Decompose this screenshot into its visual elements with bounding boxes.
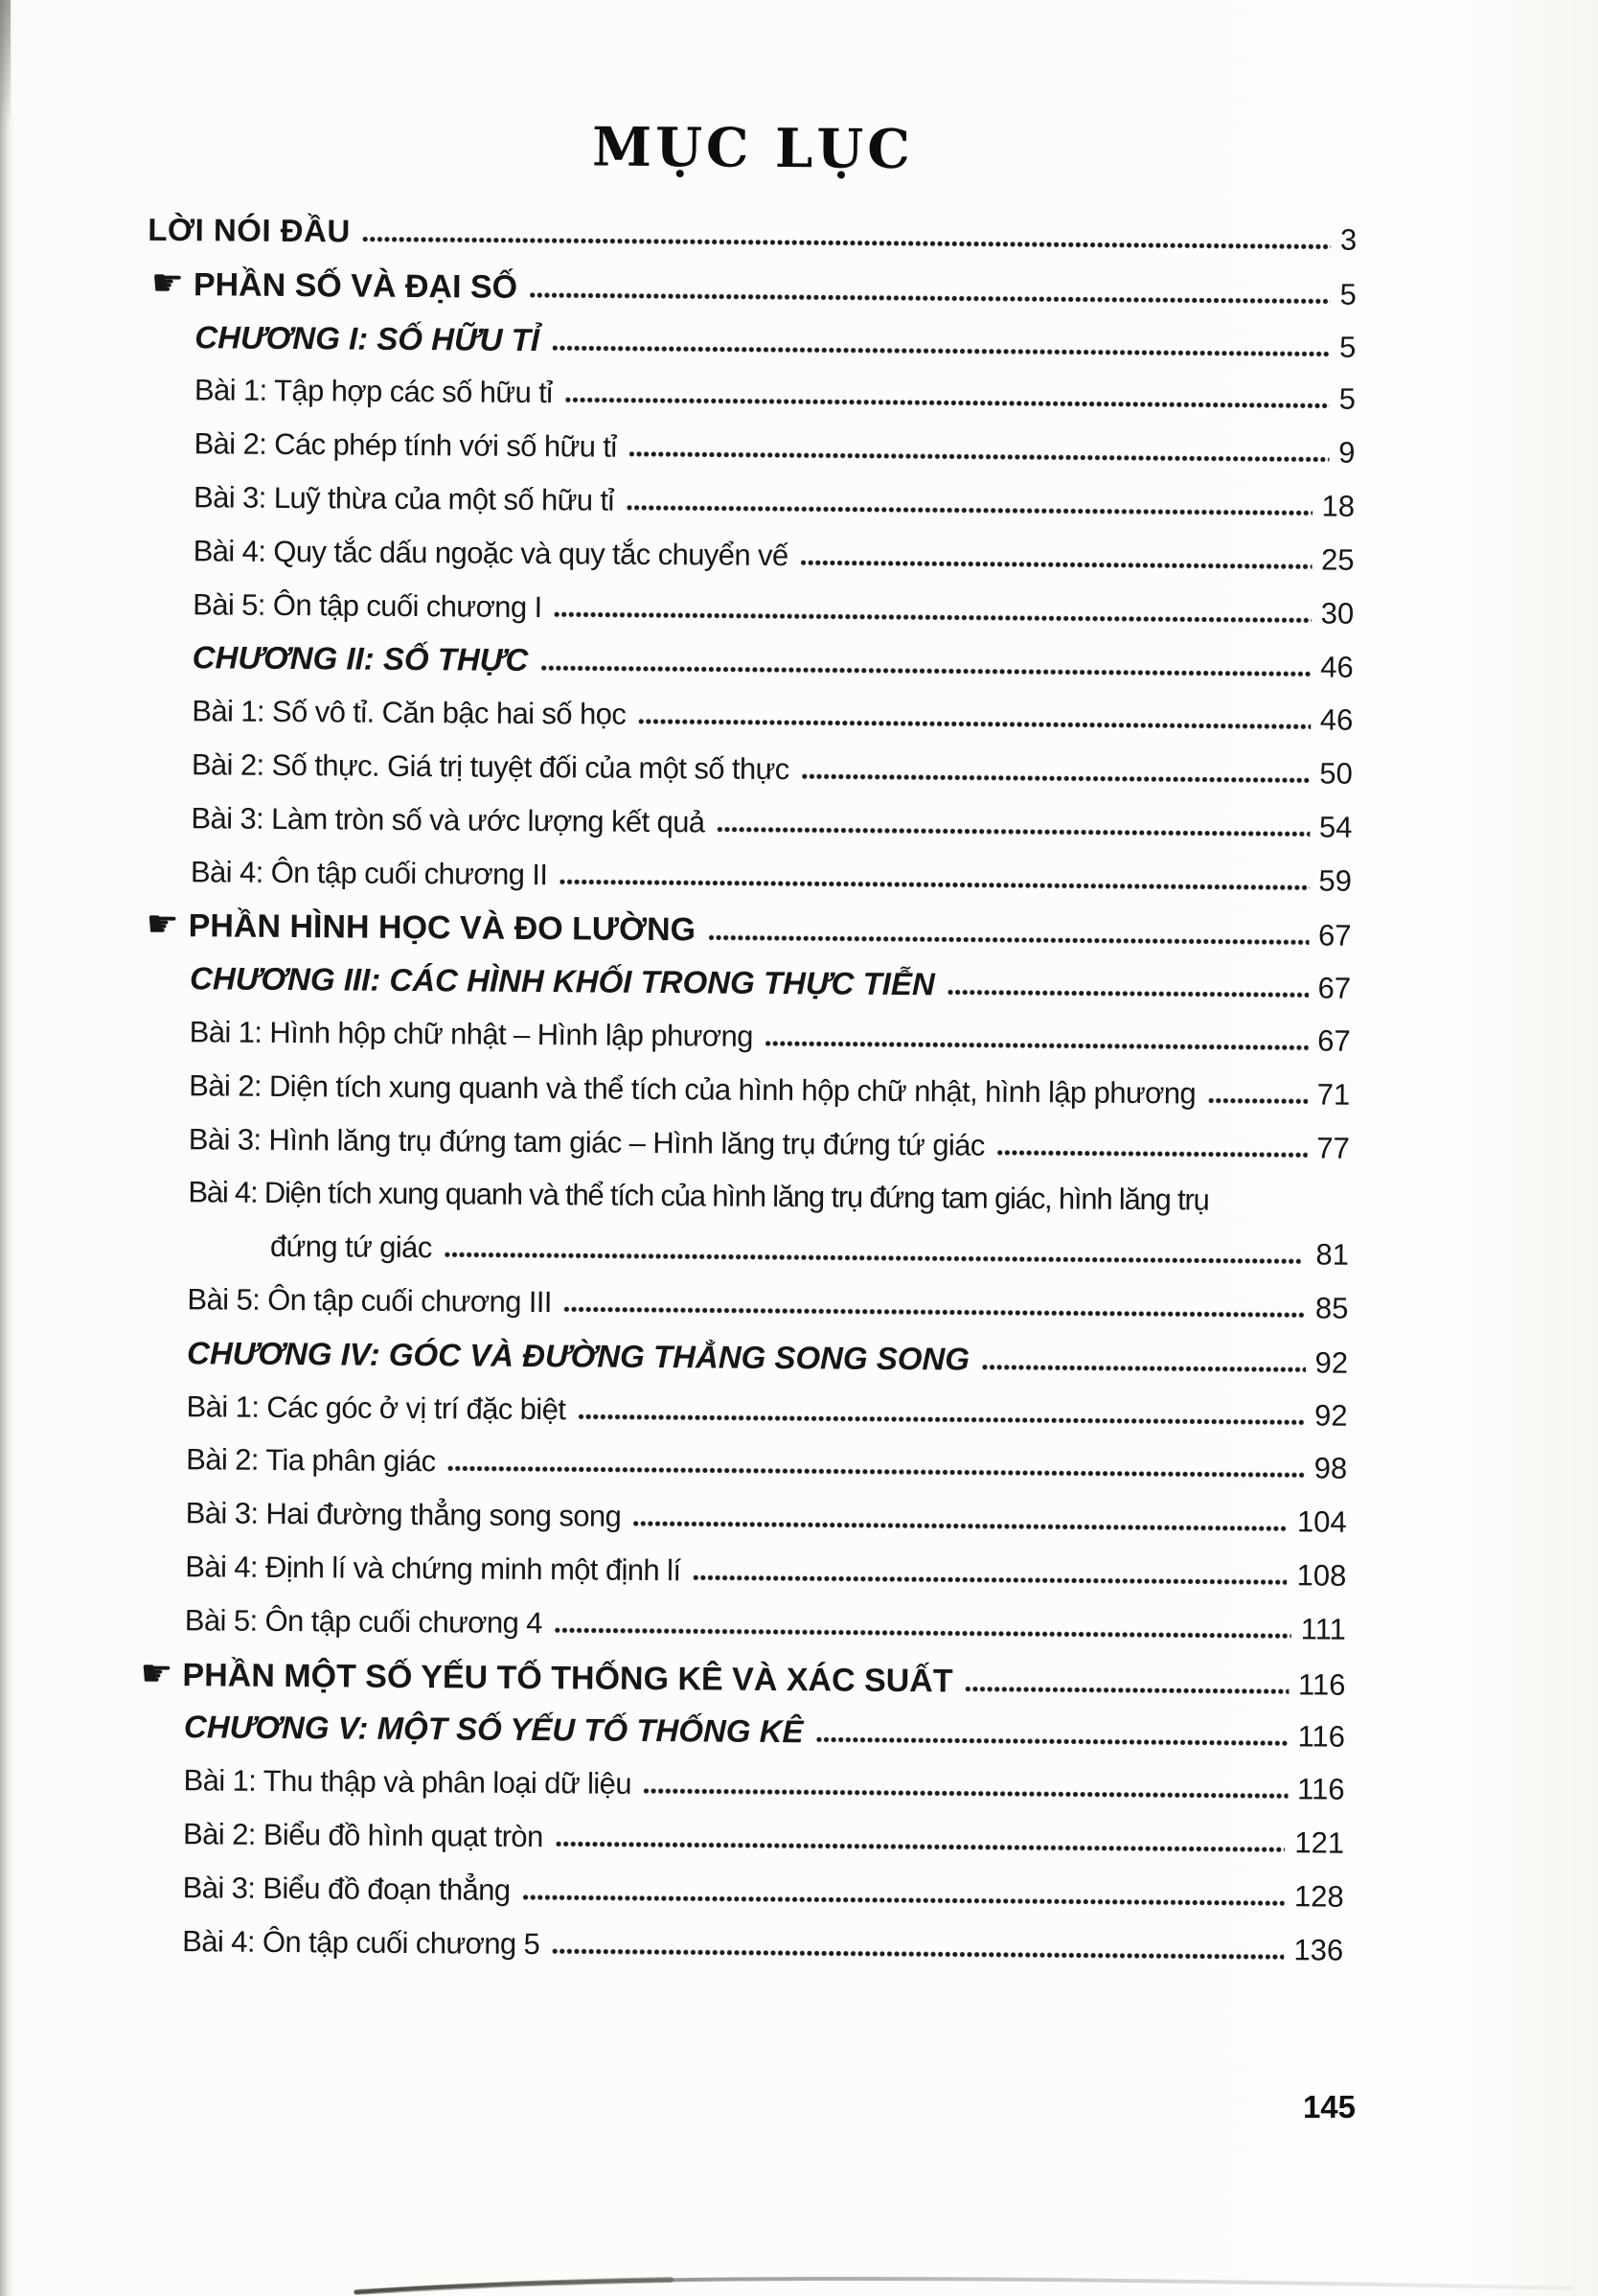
entry-label: Bài 1: Hình hộp chữ nhật – Hình lập phương <box>189 1015 753 1053</box>
dot-leader <box>982 1364 1306 1372</box>
dot-leader <box>1208 1097 1308 1104</box>
entry-page: 9 <box>1338 435 1356 470</box>
entry-label: CHƯƠNG IV: GÓC VÀ ĐƯỜNG THẲNG SONG SONG <box>186 1334 970 1377</box>
toc-entry <box>143 792 1352 855</box>
entry-label: Bài 2: Số thực. Giá trị tuyệt đối của một số thực <box>191 747 789 787</box>
toc-entry <box>147 310 1356 373</box>
dot-leader <box>552 345 1330 356</box>
dot-leader <box>447 1466 1304 1479</box>
dot-leader <box>554 611 1311 623</box>
entry-page: 85 <box>1314 1291 1349 1325</box>
entry-label: Bài 3: Biểu đồ đoạn thẳng <box>182 1870 511 1907</box>
entry-page: 5 <box>1339 277 1357 311</box>
entry-label: Bài 4: Định lí và chứng minh một định lí <box>185 1550 681 1588</box>
entry-page: 25 <box>1320 542 1355 577</box>
entry-label: PHẦN SỐ VÀ ĐẠI SỐ <box>193 266 518 306</box>
toc-entry <box>144 684 1353 747</box>
entry-label: Bài 4: Diện tích xung quanh và thể tích của hình lăng trụ đứng tam giác, hình lăng trụ <box>188 1175 1209 1217</box>
dot-leader <box>559 879 1309 890</box>
toc-entry <box>142 898 1351 961</box>
page-number: 145 <box>1302 2089 1356 2124</box>
toc-entry <box>137 1540 1346 1603</box>
entry-label: Bài 5: Ôn tập cuối chương I <box>193 586 542 624</box>
toc-entry <box>146 417 1355 480</box>
entry-page: 54 <box>1318 810 1353 844</box>
toc-entry <box>140 1165 1349 1228</box>
entry-page: 3 <box>1339 222 1358 257</box>
entry-page: 92 <box>1314 1345 1349 1380</box>
toc-entry <box>136 1700 1345 1763</box>
dot-leader <box>629 451 1330 463</box>
entry-page: 46 <box>1319 702 1354 737</box>
toc-entry <box>145 577 1354 640</box>
entry-label: Bài 2: Diện tích xung quanh và thể tích của hình hộp chữ nhật, hình lập phương <box>189 1068 1197 1111</box>
pointing-hand-icon: ☛ <box>150 261 185 304</box>
dot-leader <box>564 398 1329 409</box>
entry-page: 98 <box>1313 1451 1348 1486</box>
toc-entry <box>145 631 1354 694</box>
toc-list <box>134 203 1357 1977</box>
dot-leader <box>578 1413 1305 1425</box>
entry-label: CHƯƠNG II: SỐ THỰC <box>192 639 529 678</box>
toc-entry <box>143 844 1352 907</box>
toc-entry <box>135 1754 1344 1817</box>
entry-label: Bài 3: Làm tròn số và ước lượng kết quả <box>191 800 705 839</box>
dot-leader <box>997 1149 1308 1158</box>
entry-page: 128 <box>1293 1878 1344 1914</box>
entry-label: LỜI NÓI ĐẦU <box>148 211 351 249</box>
entry-page: 77 <box>1316 1130 1350 1165</box>
entry-page: 5 <box>1338 330 1357 364</box>
entry-page: 111 <box>1300 1612 1346 1646</box>
entry-label: Bài 4: Ôn tập cuối chương 5 <box>182 1923 540 1961</box>
page-title: MỤC LỤC <box>591 115 915 182</box>
entry-page: 67 <box>1317 1023 1351 1058</box>
entry-page: 18 <box>1321 489 1356 523</box>
toc-entry <box>136 1646 1345 1710</box>
dot-leader <box>556 1841 1286 1852</box>
toc-entry <box>138 1433 1347 1496</box>
entry-label: Bài 3: Luỹ thừa của một số hữu tỉ <box>193 480 614 517</box>
dot-leader <box>693 1574 1287 1585</box>
entry-page: 104 <box>1296 1504 1347 1539</box>
entry-page: 5 <box>1338 382 1357 417</box>
toc-entry-continuation <box>140 1219 1349 1282</box>
toc-entry <box>145 524 1354 587</box>
pointing-hand-icon: ☛ <box>146 903 179 946</box>
entry-label: CHƯƠNG I: SỐ HỮU TỈ <box>194 318 540 357</box>
dot-leader <box>530 292 1331 305</box>
entry-label: Bài 2: Các phép tính với số hữu tỉ <box>194 426 617 464</box>
entry-page: 108 <box>1296 1558 1347 1593</box>
entry-label: Bài 1: Tập hợp các số hữu tỉ <box>194 373 553 410</box>
entry-label: Bài 3: Hình lăng trụ đứng tam giác – Hình lăng trụ đứng tứ giác <box>188 1121 985 1162</box>
entry-page: 81 <box>1315 1237 1350 1272</box>
entry-label: đứng tứ giác <box>269 1229 432 1265</box>
page-content <box>134 113 1358 1977</box>
pointing-hand-icon: ☛ <box>140 1651 173 1694</box>
entry-label: Bài 1: Các góc ở vị trí đặc biệt <box>186 1389 566 1426</box>
toc-entry <box>139 1326 1348 1389</box>
dot-leader <box>363 237 1331 250</box>
toc-entry <box>147 363 1356 426</box>
entry-label: Bài 1: Số vô tỉ. Căn bậc hai số học <box>192 694 627 731</box>
dot-leader <box>638 719 1311 730</box>
dot-leader <box>522 1894 1284 1906</box>
dot-leader <box>564 1306 1306 1318</box>
entry-label: Bài 3: Hai đường thẳng song song <box>185 1496 622 1533</box>
dot-leader <box>765 1041 1308 1050</box>
dot-leader <box>627 505 1313 517</box>
toc-entry <box>142 952 1351 1015</box>
toc-entry <box>141 1005 1350 1068</box>
entry-page: 116 <box>1297 1719 1346 1755</box>
entry-label: CHƯƠNG III: CÁC HÌNH KHỐI TRONG THỰC TIỄN <box>190 960 935 1002</box>
dot-leader <box>633 1521 1288 1531</box>
entry-label: Bài 2: Biểu đồ hình quạt tròn <box>182 1817 543 1854</box>
entry-label: Bài 2: Tia phân giác <box>186 1442 436 1479</box>
entry-label: PHẦN MỘT SỐ YẾU TỐ THỐNG KÊ VÀ XÁC SUẤT <box>182 1656 953 1700</box>
toc-entry <box>141 1112 1350 1175</box>
dot-leader <box>555 1627 1291 1639</box>
entry-page: 67 <box>1317 918 1352 953</box>
entry-label: PHẦN HÌNH HỌC VÀ ĐO LƯỜNG <box>188 907 696 949</box>
toc-entry <box>138 1486 1347 1550</box>
entry-page: 92 <box>1313 1397 1348 1433</box>
toc-entry <box>137 1594 1346 1657</box>
toc-entry <box>135 1807 1344 1871</box>
toc-entry <box>139 1273 1348 1336</box>
dot-leader <box>801 560 1313 569</box>
toc-entry <box>141 1059 1350 1122</box>
entry-page: 67 <box>1317 971 1352 1005</box>
entry-label: Bài 1: Thu thập và phân loại dữ liệu <box>183 1763 632 1801</box>
dot-leader <box>966 1686 1289 1694</box>
toc-entry <box>138 1379 1347 1442</box>
scan-edge-strip <box>0 0 12 2296</box>
entry-page: 71 <box>1316 1077 1351 1112</box>
entry-page: 116 <box>1296 1772 1345 1806</box>
entry-label: Bài 5: Ôn tập cuối chương 4 <box>184 1602 543 1640</box>
dot-leader <box>445 1251 1301 1264</box>
entry-page: 121 <box>1294 1825 1345 1860</box>
dot-leader <box>815 1737 1288 1747</box>
dot-leader <box>802 773 1311 783</box>
dot-leader <box>717 826 1309 837</box>
toc-entry <box>148 257 1357 320</box>
dot-leader <box>947 990 1309 999</box>
entry-label: Bài 4: Quy tắc dấu ngoặc và quy tắc chuyển vế <box>193 534 788 572</box>
toc-entry <box>134 1914 1343 1977</box>
dot-leader <box>552 1948 1284 1960</box>
toc-entry <box>146 471 1355 534</box>
entry-page: 59 <box>1318 863 1353 898</box>
dot-leader <box>644 1788 1288 1799</box>
dot-leader <box>708 935 1309 946</box>
entry-label: CHƯƠNG V: MỘT SỐ YẾU TỐ THỐNG KÊ <box>183 1709 804 1750</box>
toc-entry <box>148 203 1357 266</box>
entry-page: 116 <box>1297 1666 1346 1702</box>
toc-entry <box>144 738 1353 801</box>
scan-corner-smudge <box>0 0 11 125</box>
dot-leader <box>540 665 1311 677</box>
entry-page: 46 <box>1320 650 1354 685</box>
entry-page: 30 <box>1320 596 1355 631</box>
entry-page: 50 <box>1319 756 1353 791</box>
entry-label: Bài 5: Ôn tập cuối chương III <box>187 1282 553 1320</box>
entry-label: Bài 4: Ôn tập cuối chương II <box>190 854 548 891</box>
toc-entry <box>134 1860 1343 1923</box>
entry-page: 136 <box>1293 1932 1344 1967</box>
